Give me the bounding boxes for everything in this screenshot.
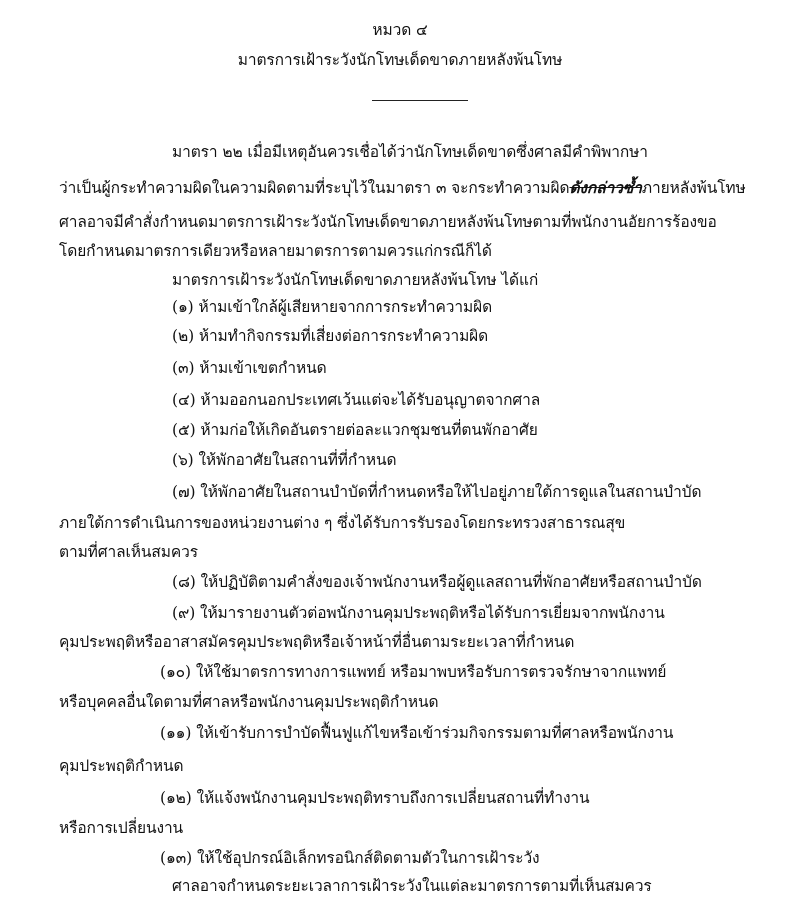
list-item-7-line-3: ตามที่ศาลเห็นสมควร [59,543,198,561]
list-item-9-line-1: (๙) ให้มารายงานตัวต่อพนักงานคุมประพฤติหรือได้รับการเยี่ยมจากพนักงาน [172,604,665,622]
list-item-3: (๓) ห้ามเข้าเขตกำหนด [172,359,327,377]
section-22-line-2-after: ภายหลังพ้นโทษ [641,179,746,197]
struck-text: ดังกล่าวซ้ำ [569,178,642,197]
list-item-12-line-1: (๑๒) ให้แจ้งพนักงานคุมประพฤติทราบถึงการเปลี่ยนสถานที่ทำงาน [160,789,590,807]
section-22-line-4: โดยกำหนดมาตรการเดียวหรือหลายมาตรการตามควรแก่กรณีก็ได้ [59,242,492,260]
list-item-12-line-2: หรือการเปลี่ยนงาน [59,819,184,837]
title-divider [372,100,468,101]
list-item-4: (๔) ห้ามออกนอกประเทศเว้นแต่จะได้รับอนุญาตจากศาล [172,391,541,409]
section-22-line-3: ศาลอาจมีคำสั่งกำหนดมาตรการเฝ้าระวังนักโทษเด็ดขาดภายหลังพ้นโทษตามที่พนักงานอัยการร้องขอ [59,213,717,231]
measures-intro: มาตรการเฝ้าระวังนักโทษเด็ดขาดภายหลังพ้นโทษ ได้แก่ [172,271,539,289]
list-item-1: (๑) ห้ามเข้าใกล้ผู้เสียหายจากการกระทำความผิด [172,298,493,316]
list-item-10-line-1: (๑๐) ให้ใช้มาตรการทางการแพทย์ หรือมาพบหรือรับการตรวจรักษาจากแพทย์ [160,663,667,681]
list-item-13: (๑๓) ให้ใช้อุปกรณ์อิเล็กทรอนิกส์ติดตามตัวในการเฝ้าระวัง [160,849,540,867]
section-22-line-2-before: ว่าเป็นผู้กระทำความผิดในความผิดตามที่ระบุไว้ในมาตรา ๓ จะกระทำความผิด [59,179,570,197]
list-item-7-line-1: (๗) ให้พักอาศัยในสถานบำบัดที่กำหนดหรือให้ไปอยู่ภายใต้การดูแลในสถานบำบัด [172,483,702,501]
list-item-9-line-2: คุมประพฤติหรืออาสาสมัครคุมประพฤติหรือเจ้าหน้าที่อื่นตามระยะเวลาที่กำหนด [59,633,575,651]
closing-paragraph: ศาลอาจกำหนดระยะเวลาการเฝ้าระวังในแต่ละมาตรการตามที่เห็นสมควร [172,877,652,895]
list-item-11-line-2: คุมประพฤติกำหนด [59,757,184,775]
chapter-title: หมวด ๔ [372,21,428,39]
section-22-line-1: มาตรา ๒๒ เมื่อมีเหตุอันควรเชื่อได้ว่านักโทษเด็ดขาดซึ่งศาลมีคำพิพากษา [172,143,648,161]
list-item-5: (๕) ห้ามก่อให้เกิดอันตรายต่อละแวกชุมชนที่ตนพักอาศัย [172,421,538,439]
chapter-subtitle: มาตรการเฝ้าระวังนักโทษเด็ดขาดภายหลังพ้นโทษ [237,51,563,69]
section-22-line-2 [59,178,746,198]
list-item-7-line-2: ภายใต้การดำเนินการของหน่วยงานต่าง ๆ ซึ่งได้รับการรับรองโดยกระทรวงสาธารณสุข [59,514,626,532]
list-item-11-line-1: (๑๑) ให้เข้ารับการบำบัดฟื้นฟูแก้ไขหรือเข้าร่วมกิจกรรมตามที่ศาลหรือพนักงาน [160,724,674,742]
list-item-8: (๘) ให้ปฏิบัติตามคำสั่งของเจ้าพนักงานหรือผู้ดูแลสถานที่พักอาศัยหรือสถานบำบัด [172,573,702,591]
list-item-10-line-2: หรือบุคคลอื่นใดตามที่ศาลหรือพนักงานคุมประพฤติกำหนด [59,693,439,711]
list-item-2: (๒) ห้ามทำกิจกรรมที่เสี่ยงต่อการกระทำความผิด [172,327,489,345]
list-item-6: (๖) ให้พักอาศัยในสถานที่ที่กำหนด [172,451,397,469]
